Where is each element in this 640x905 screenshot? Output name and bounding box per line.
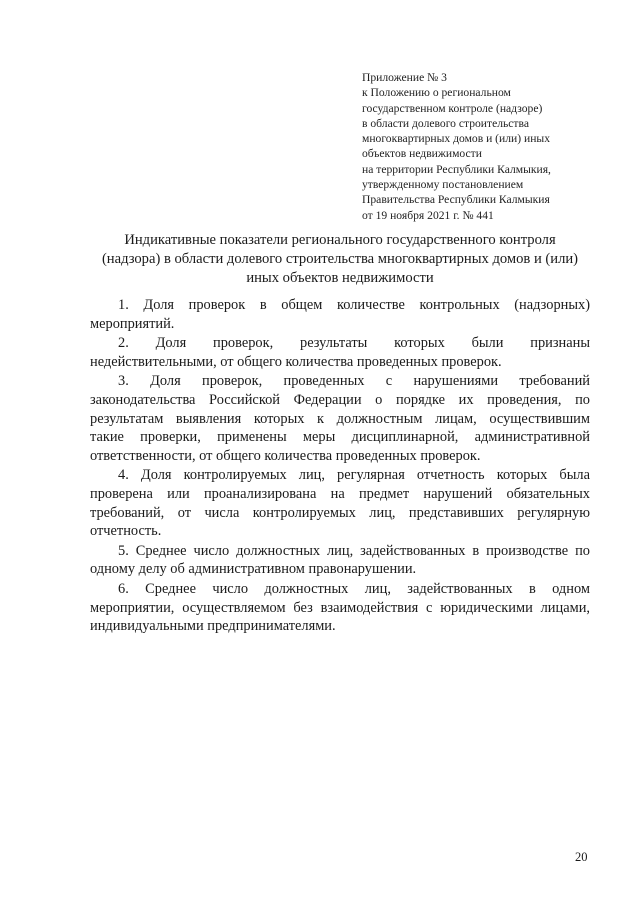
appendix-line: Приложение № 3: [362, 71, 447, 84]
indicator-list: [90, 296, 590, 637]
page-number: 20: [575, 850, 588, 864]
indicator-item-6: [90, 580, 590, 636]
item-line: мероприятий.: [90, 315, 175, 332]
title-line: иных объектов недвижимости: [246, 270, 434, 287]
appendix-line: утвержденному постановлением: [362, 178, 524, 192]
item-line: недействительными, от общего количества проведенных проверок.: [90, 353, 502, 370]
item-line: 6. Среднее число должностных лиц, задействованных в одном: [118, 580, 590, 597]
item-line: 2. Доля проверок, результаты которых были признаны: [118, 335, 590, 352]
item-line: 1. Доля проверок в общем количестве контрольных (надзорных): [118, 297, 590, 313]
item-line: требований, от числа контролируемых лиц, представивших регулярную: [90, 504, 590, 521]
appendix-line: от 19 ноября 2021 г. № 441: [362, 208, 494, 222]
title-line: Индикативные показатели регионального государственного контроля: [124, 232, 556, 248]
indicator-item-5: [90, 542, 590, 579]
appendix-line: Правительства Республики Калмыкия: [362, 193, 550, 207]
appendix-block: [362, 70, 622, 223]
title-line: (надзора) в области долевого строительства многоквартирных домов и (или): [101, 251, 579, 268]
indicator-item-4: [90, 466, 590, 540]
item-line: законодательства Российской Федерации о порядке их проведения, по: [90, 391, 590, 408]
item-line: 3. Доля проверок, проведенных с нарушениями требований: [118, 373, 590, 390]
indicator-item-3: [90, 372, 590, 465]
item-line: индивидуальными предпринимателями.: [90, 618, 336, 635]
item-line: результатам выявления которых к должностным лицам, осуществившим: [90, 410, 590, 427]
item-line: такие проверки, применены меры дисциплинарной, административной: [90, 429, 590, 446]
indicator-item-2: [90, 334, 590, 371]
item-line: 4. Доля контролируемых лиц, регулярная отчетность которых была: [118, 467, 590, 484]
appendix-line: многоквартирных домов и (или) иных: [362, 132, 550, 146]
appendix-line: объектов недвижимости: [362, 147, 482, 161]
item-line: 5. Среднее число должностных лиц, задействованных в производстве по: [118, 542, 590, 559]
appendix-line: к Положению о региональном: [362, 86, 511, 100]
appendix-line: государственном контроле (надзоре): [362, 101, 543, 115]
indicator-item-1: [90, 296, 590, 333]
appendix-line: в области долевого строительства: [362, 116, 529, 130]
item-line: отчетность.: [90, 523, 162, 540]
appendix-line: на территории Республики Калмыкия,: [362, 162, 551, 176]
item-line: мероприятии, осуществляемом без взаимодействия с юридическими лицами,: [90, 599, 590, 616]
document-title: [60, 231, 620, 289]
item-line: одному делу об административном правонарушении.: [90, 561, 417, 578]
item-line: ответственности, от общего количества проведенных проверок.: [90, 447, 481, 464]
item-line: проверена или проанализирована на предмет нарушений обязательных: [90, 485, 590, 502]
